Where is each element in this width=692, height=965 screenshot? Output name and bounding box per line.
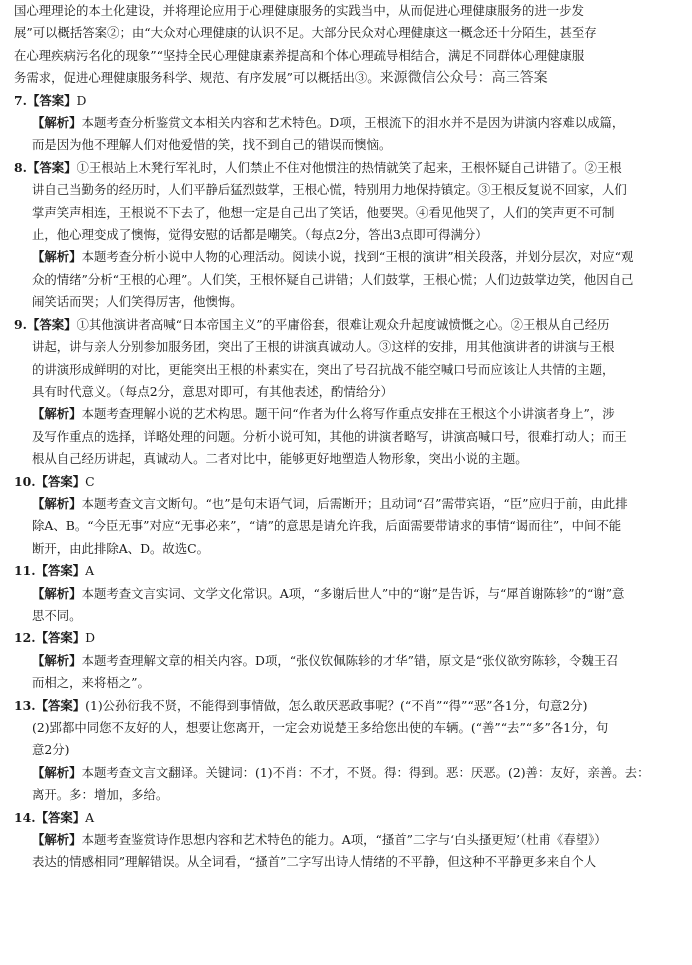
answer-value: C	[85, 473, 95, 489]
answer-line: 讲自己当勤务的经历时，人们平静后猛烈鼓掌，王根心慌，特别用力地保持镇定。③王根反复说不回家，人们	[32, 182, 627, 198]
analysis-line: 除A、B。“今臣无事”对应“无事必来”，“请”的意思是请允许我，后面需要带请求的事情“谒而往”，中间不能	[32, 518, 622, 534]
answer-line: 的讲演形成鲜明的对比，更能突出王根的朴素实在，突出了号召抗战不能空喊口号而应该让人共情的主题，	[32, 361, 615, 377]
question-number: 14.	[14, 809, 36, 825]
text-line	[14, 67, 676, 89]
question-7	[14, 90, 676, 157]
analysis-line	[14, 493, 676, 515]
question-number: 9.	[14, 316, 27, 332]
answer-value: D	[76, 92, 87, 108]
answer-line: (2)郢都中同您不友好的人，想要让您离开，一定会劝说楚王多给您出使的车辆。(“善”“去”“多”各1分，句	[32, 720, 609, 735]
answer-text: ①其他演讲者高喊“日本帝国主义”的平庸俗套，很难让观众升起度诚愤慨之心。②王根从自己经历	[76, 316, 610, 332]
analysis-tag: 【解析】	[32, 764, 82, 780]
question-14	[14, 807, 676, 874]
analysis-text: 本题考查分析鉴赏文本相关内容和艺术特色。D项，王根流下的泪水并不是因为讲演内容难以成篇，	[81, 115, 625, 131]
text-line-part: 务需求，促进心理健康服务科学、规范、有序发展”可以概括出③。	[14, 70, 380, 86]
question-10	[14, 471, 676, 561]
text-line: 展”可以概括答案②；由“大众对心理健康的认识不足。大部分民众对心理健康这一概念还十分陌生，甚至存	[14, 25, 597, 41]
answer-line	[14, 157, 676, 179]
question-9	[14, 314, 676, 471]
analysis-line: 及写作重点的选择，详略处理的问题。分析小说可知，其他的讲演者略写，讲演高喊口号，很难打动人；而王	[32, 428, 627, 444]
analysis-text: 本题考查分析小说中人物的心理活动。阅读小说，找到“王根的演讲”相关段落，并划分层次，对应“观	[81, 249, 634, 265]
analysis-tag: 【解析】	[32, 115, 82, 131]
analysis-tag: 【解析】	[32, 652, 82, 668]
analysis-text: 本题考查鉴赏诗作思想内容和艺术特色的能力。A项，“搔首”二字与‘白头搔更短’（杜甫《春望》）	[81, 832, 607, 848]
answer-tag: 【答案】	[26, 316, 77, 332]
analysis-text: 本题考查文言文断句。“也”是句末语气词，后需断开；且动词“召”需带宾语，“臣”应归于前，由此排	[81, 495, 628, 511]
answer-value: A	[85, 563, 95, 579]
analysis-line: 闹笑话而哭；人们笑得厉害，他懊悔。	[32, 294, 243, 310]
analysis-line	[14, 829, 676, 851]
analysis-line: 而相之，来将梧之”。	[32, 675, 150, 691]
continued-analysis	[14, 0, 676, 90]
answer-line: 掌声笑声相连，王根说不下去了，他想一定是自己出了笑话，他要哭。④看见他哭了，人们的笑声更不可制	[32, 204, 615, 220]
text-line: 国心理理论的本土化建设，并将理论应用于心理健康服务的实践当中，从而促进心理健康服务的进一步发	[14, 3, 584, 18]
analysis-line: 断开，由此排除A、D。故选C。	[32, 540, 210, 556]
analysis-text: 本题考查理解小说的艺术构思。题干问“作者为什么将写作重点安排在王根这个小讲演者身上”，涉	[81, 406, 615, 422]
analysis-line: 表达的情感相同”理解错误。从全词看，“搔首”二字写出诗人情绪的不平静，但这种不平静更多来自个人	[32, 854, 597, 870]
answer-line	[14, 90, 676, 112]
question-number: 13.	[14, 697, 36, 713]
analysis-tag: 【解析】	[32, 406, 82, 422]
answer-line	[14, 314, 676, 336]
answer-line	[14, 627, 676, 649]
answer-tag: 【答案】	[35, 563, 86, 579]
answer-value: D	[85, 630, 96, 646]
answer-tag: 【答案】	[35, 697, 86, 713]
question-11	[14, 560, 676, 627]
answer-line: 意2分)	[32, 742, 70, 758]
analysis-tag: 【解析】	[32, 495, 82, 511]
answer-text: (1)公孙衍我不贤，不能得到事情做，怎么敢厌恶政事呢？(“不肖”“得”“恶”各1分，句意2分)	[85, 697, 588, 713]
answer-tag: 【答案】	[35, 630, 86, 646]
analysis-line	[14, 246, 676, 268]
answer-tag: 【答案】	[26, 92, 77, 108]
analysis-text: 本题考查文言实词、文学文化常识。A项，“多谢后世人”中的“谢”是告诉，与“犀首谢陈轸”的“谢”意	[81, 585, 625, 601]
source-watermark: 来源微信公众号：高三答案	[379, 70, 548, 87]
question-number: 12.	[14, 630, 36, 646]
analysis-text: 本题考查理解文章的相关内容。D项，“张仪钦佩陈轸的才华”错，原文是“张仪欲穷陈轸，令魏王召	[81, 652, 619, 668]
analysis-text: 本题考查文言文翻译。关键词：(1)不肖：不才，不贤。得：得到。恶：厌恶。(2)善：友好，亲善。去：	[81, 764, 650, 780]
analysis-line	[14, 583, 676, 605]
analysis-line: 而是因为他不理解人们对他爱惜的笑，找不到自己的错误而懊恼。	[32, 137, 392, 153]
analysis-line: 思不同。	[32, 607, 82, 623]
analysis-tag: 【解析】	[32, 585, 82, 601]
analysis-line	[14, 403, 676, 425]
analysis-line	[14, 762, 676, 784]
question-12	[14, 627, 676, 694]
analysis-line: 离开。多：增加，多给。	[32, 787, 169, 803]
question-number: 7.	[14, 92, 27, 108]
question-number: 11.	[14, 563, 36, 579]
analysis-line	[14, 650, 676, 672]
question-number: 8.	[14, 159, 27, 175]
answer-line	[14, 560, 676, 582]
question-8	[14, 157, 676, 314]
answer-tag: 【答案】	[35, 809, 86, 825]
analysis-line	[14, 112, 676, 134]
analysis-line: 根从自己经历讲起，真诚动人。二者对比中，能够更好地塑造人物形象，突出小说的主题。	[32, 451, 528, 467]
answer-line	[14, 695, 676, 717]
answer-line: 止，他心理变成了懊悔，觉得安慰的话都是嘲笑。（每点2分，答出3点即可得满分）	[32, 227, 488, 243]
answer-line: 具有时代意义。（每点2分，意思对即可，有其他表述，酌情给分）	[32, 383, 394, 399]
answer-value: A	[85, 809, 95, 825]
answer-tag: 【答案】	[35, 473, 86, 489]
text-line: 在心理疾病污名化的现象”“坚持全民心理健康素养提高和个体心理疏导相结合，满足不同群体心理健康服	[14, 47, 585, 63]
question-13	[14, 695, 676, 807]
question-number: 10.	[14, 473, 36, 489]
answer-line	[14, 471, 676, 493]
answer-text: ①王根站上木凳行军礼时，人们禁止不住对他惯注的热情就笑了起来，王根怀疑自己讲错了。②王根	[76, 159, 622, 175]
answer-tag: 【答案】	[26, 159, 77, 175]
answer-line	[14, 807, 676, 829]
analysis-tag: 【解析】	[32, 832, 82, 848]
answer-line: 讲起，讲与亲人分别参加服务团，突出了王根的讲演真诚动人。③这样的安排，用其他演讲者的讲演与王根	[32, 339, 615, 355]
analysis-line: 众的情绪”分析“王根的心理”。人们笑，王根怀疑自己讲错；人们鼓掌，王根心慌；人们边鼓掌边笑，他因自己	[32, 271, 634, 287]
analysis-tag: 【解析】	[32, 249, 82, 265]
